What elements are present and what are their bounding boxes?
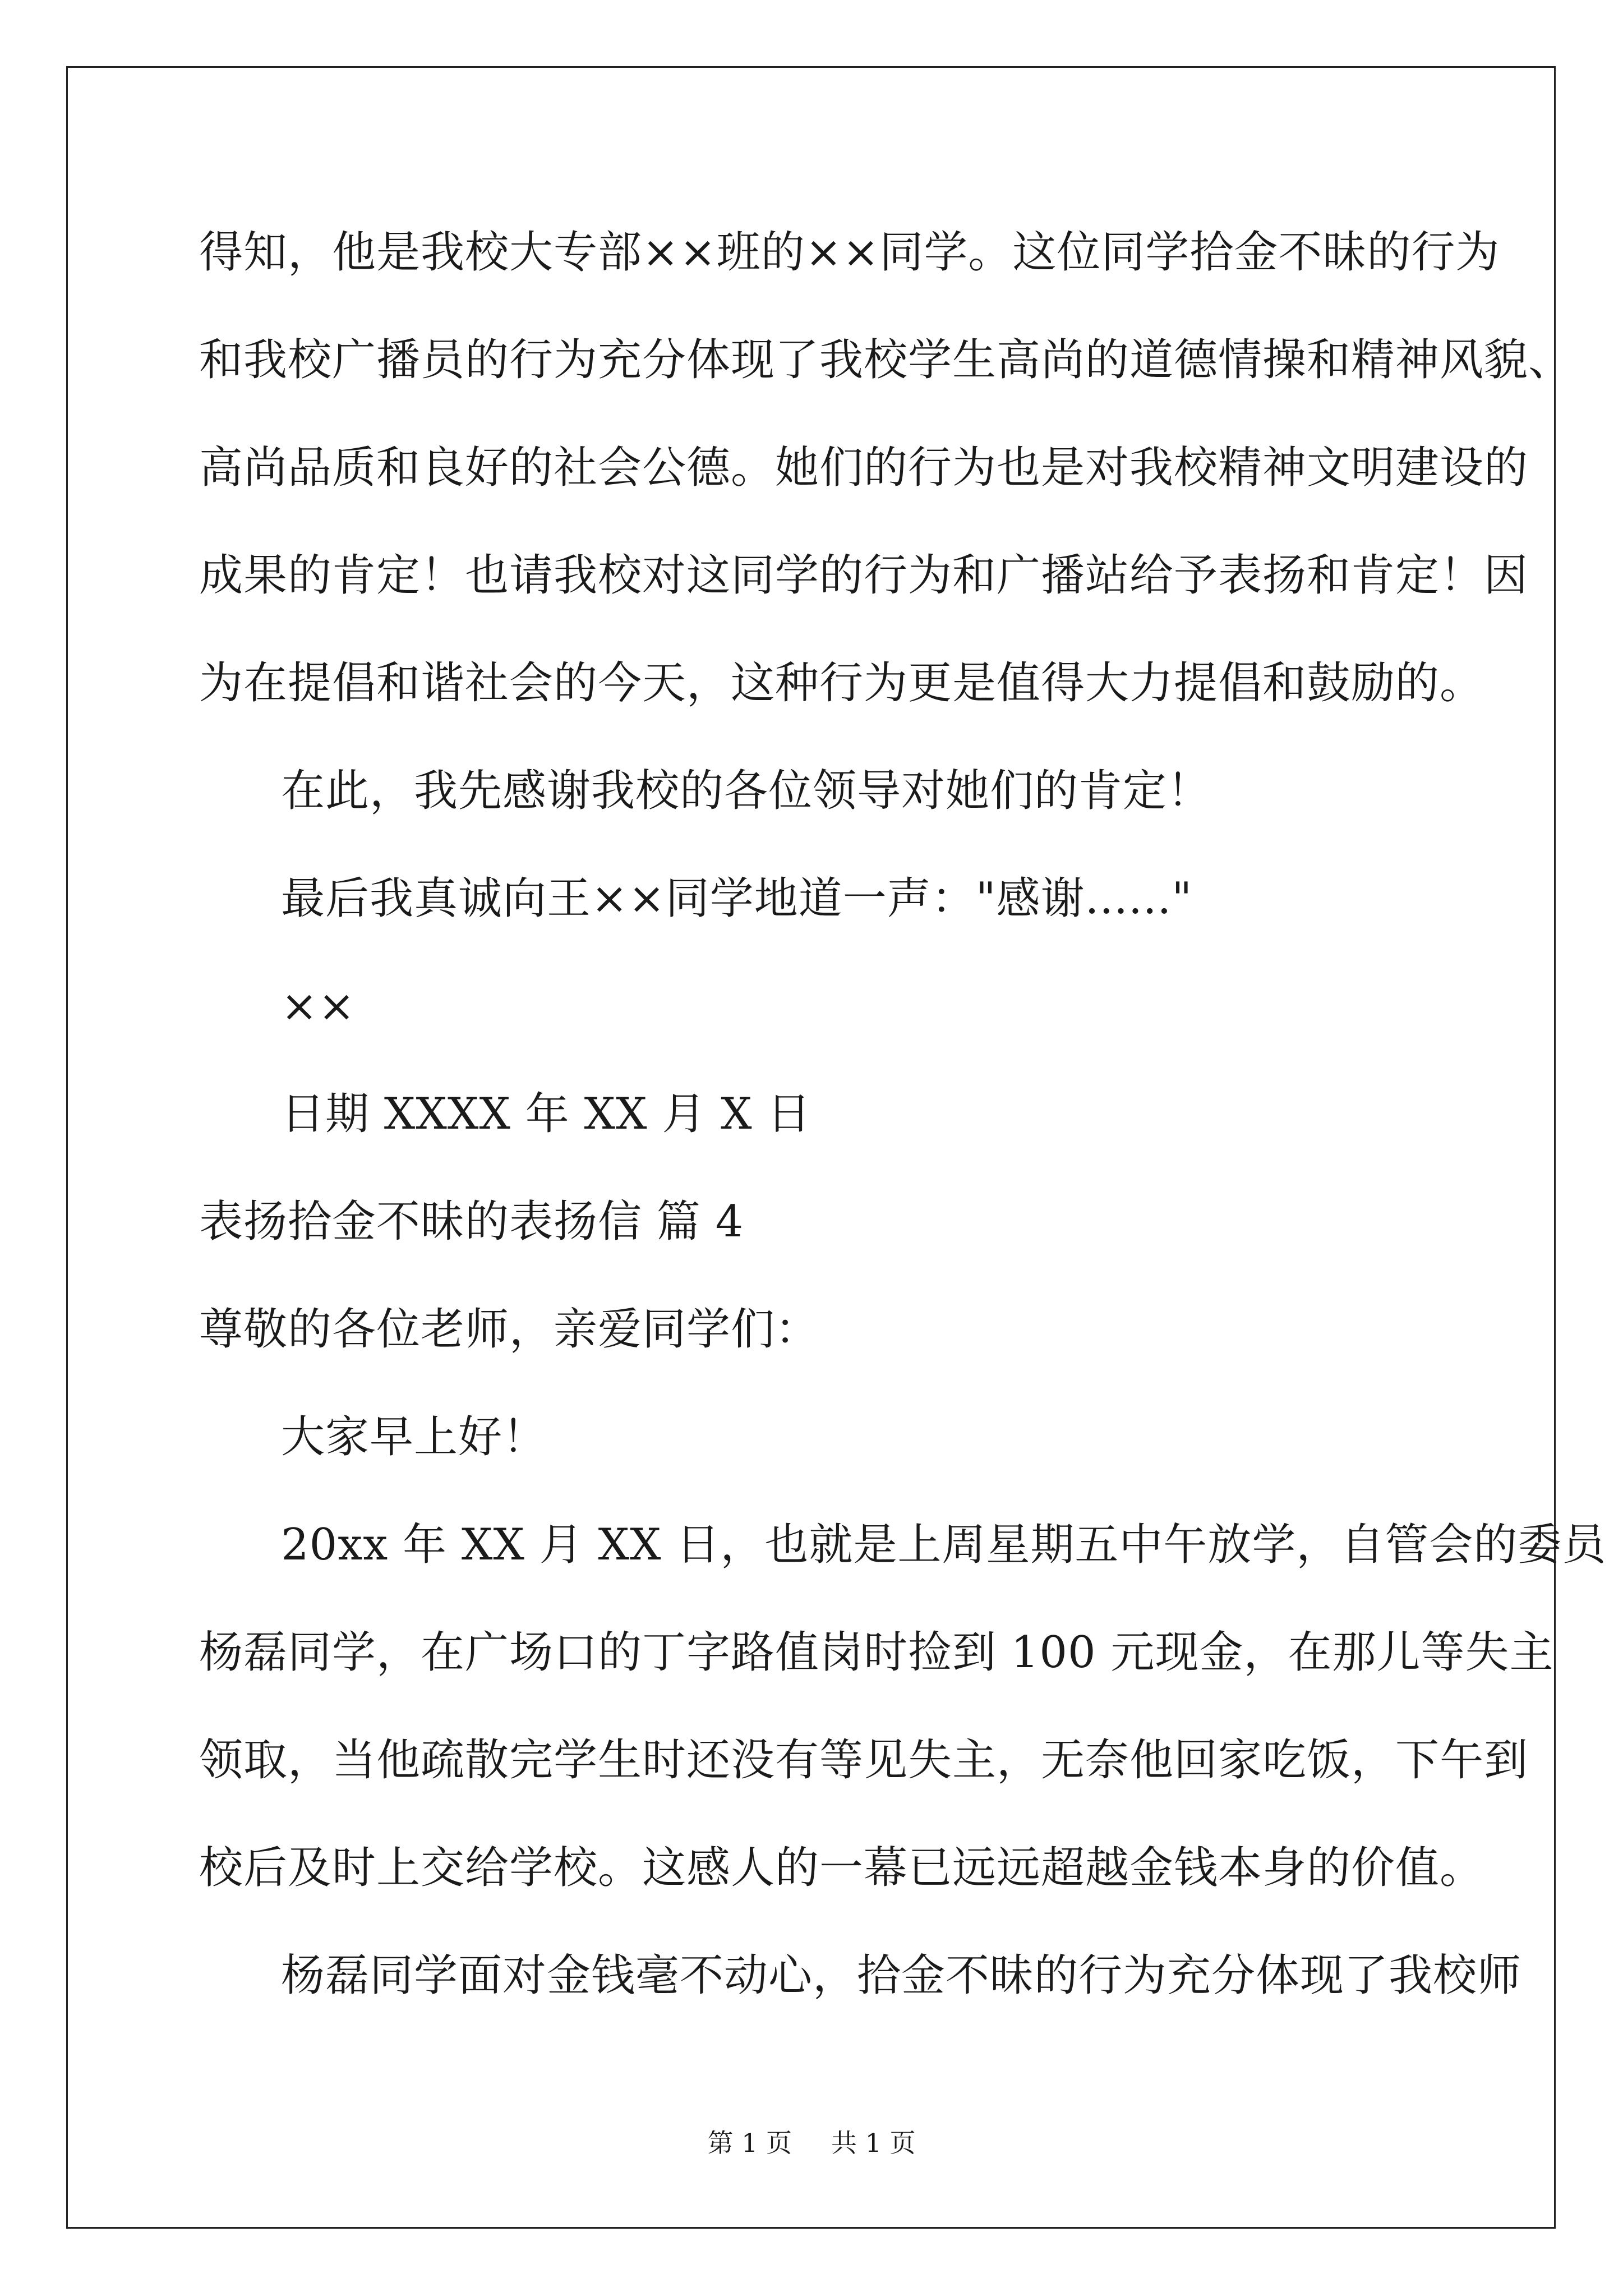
date-line: 日期 XXXX 年 XX 月 X 日: [281, 1089, 811, 1139]
text-line: 为在提倡和谐社会的今天，这种行为更是值得大力提倡和鼓励的。: [199, 658, 1484, 708]
salutation-line: 尊敬的各位老师，亲爱同学们：: [199, 1304, 820, 1355]
text-line: 在此，我先感谢我校的各位领导对她们的肯定！: [281, 766, 1212, 816]
page-number: 第 1 页: [707, 2128, 792, 2158]
text-line: 高尚品质和良好的社会公德。她们的行为也是对我校精神文明建设的: [199, 443, 1529, 493]
text-line: 和我校广播员的行为充分体现了我校学生高尚的道德情操和精神风貌、: [199, 335, 1573, 385]
page-footer: [0, 2126, 1623, 2160]
text-line: 最后我真诚向王××同学地道一声："感谢......": [281, 873, 1193, 924]
text-line: 大家早上好！: [281, 1412, 547, 1462]
text-line: 20xx 年 XX 月 XX 日，也就是上周星期五中午放学，自管会的委员: [281, 1520, 1607, 1570]
text-line: 杨磊同学，在广场口的丁字路值岗时捡到 100 元现金，在那儿等失主: [199, 1627, 1554, 1678]
page-total: 共 1 页: [831, 2128, 916, 2158]
text-line: 得知，他是我校大专部××班的××同学。这位同学拾金不昧的行为: [199, 227, 1500, 278]
text-line: 杨磊同学面对金钱毫不动心，拾金不昧的行为充分体现了我校师: [281, 1950, 1522, 2001]
section-heading: 表扬拾金不昧的表扬信 篇 4: [199, 1197, 744, 1247]
document-body: [199, 213, 1607, 2044]
text-line: 领取，当他疏散完学生时还没有等见失主，无奈他回家吃饭，下午到: [199, 1735, 1529, 1786]
signature-line: ××: [281, 981, 356, 1032]
text-line: 成果的肯定！也请我校对这同学的行为和广播站给予表扬和肯定！因: [199, 550, 1529, 601]
text-line: 校后及时上交给学校。这感人的一幕已远远超越金钱本身的价值。: [199, 1843, 1484, 1893]
